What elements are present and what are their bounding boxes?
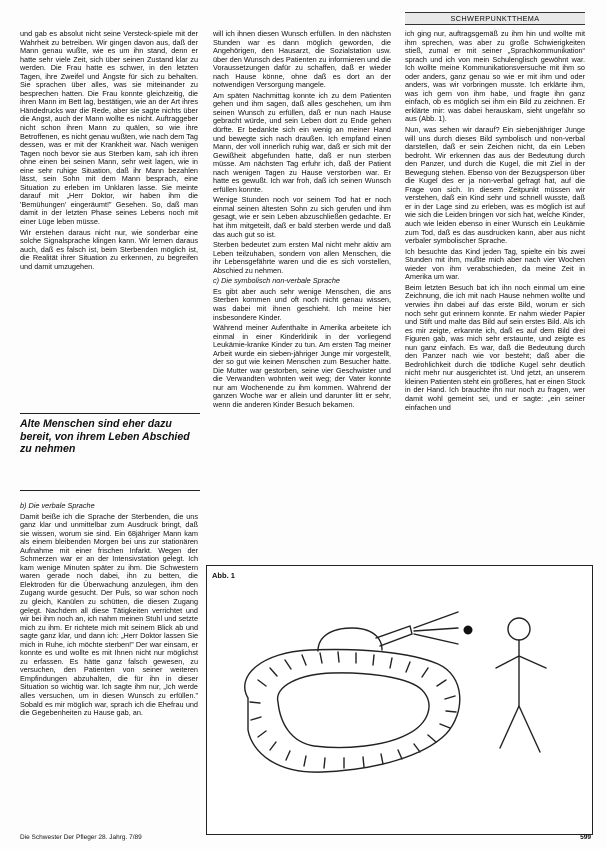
paragraph: Ich besuchte das Kind jeden Tag, spielte ein bis zwei Stunden mit ihm, mußte mich aber nach vier Wochen wieder von ihm verabschieden, da meine Zeit in Amerika um war. <box>405 246 585 282</box>
paragraph: Es gibt aber auch sehr wenige Menschen, die ans Sterben kommen und oft noch nicht genau wissen, was dabei mit ihnen geschieht. Ich meine hier insbesondere Kinder. <box>213 286 391 322</box>
paragraph: Damit beiße ich die Sprache der Sterbenden, die uns ganz klar und unmittelbar zum Ausdruck bringt, daß sie wissen, worum sie sind. Ein 68jähriger Mann kam als einem bleibenden Morgen bei uns zur stationären Aufnahme mit einer frischen Infarkt. Wegen der Schmerzen war er an der Intensivstation gelegt. Ich kam wenige Minuten später zu ihm. Die Schwestern waren gerade noch dabei, ihn zu betten, die Elektroden für die Überwachung anzulegen, ihm den Zugang wurde gesucht. Der Puls, so war schon noch zu gleich, Kanülen zu schütten, die diesen Zugang gelegt. Nachdem all diese Tätigkeiten verrichtet und wir bei ihm noch an, ich nahm meinen Stuhl und setzte mich zu ihm. Er richtete mich mit seinem Blick ab und sagte ganz klar, und dann ich: „Herr Doktor lassen Sie mich in Ruhe, ich möchte sterben!” Der war einsam, er konnte es und wollte es mit Ihnen nicht nur möglichst zu erfassen. Es hätte ganz falsch gewesen, zu versuchen, den Patienten von seiner weiteren Empfindungen abzuhalten, die für ihn in dieser Situation so wichtig war. Ich sagte ihm nur, „Ich werde alles versuchen, um in diesen Wunsch zu erfüllen.” Sobald es mir möglich war, sprach ich die Ehefrau und die Gegebenheiten zu Hause gab, an. <box>20 511 198 718</box>
headline-rule-bottom <box>20 490 200 491</box>
footer-journal: Die Schwester Der Pfleger 28. Jahrg. 7/89 <box>20 834 142 841</box>
column-1-lower <box>20 500 198 830</box>
headline-rule-top <box>20 413 200 414</box>
subheading: b) Die verbale Sprache <box>20 501 95 510</box>
paragraph: Während meiner Aufenthalte in Amerika arbeitete ich einmal in einer Kinderklinik in der vorliegend Leukämie-kranke Kinder zu tun. Am ersten Tag meiner Arbeit wurde ein sieben-jähriger Junge mir vorgestellt, der so gut wie keinen Menschen zum Besucher hatte. Die Mutter war gestorben, seine vier Geschwister und die Verwandten wohnten weit weg; der Vater konnte nur am Wochenende zu ihm kommen. Während der ganzen Woche war er allein und darunter litt er sehr, wenn die anderen Kinder Besuch bekamen. <box>213 323 391 409</box>
figure-label: Abb. 1 <box>212 571 235 580</box>
paragraph: Sterben bedeutet zum ersten Mal nicht mehr aktiv am Leben teilzuhaben, sondern von allen Menschen, die ihr Lebensgefährte waren und die es sich vorstellen, Abschied zu nehmen. <box>213 240 391 275</box>
figure-box <box>206 565 593 835</box>
paragraph: Wir erstehen daraus nicht nur, wie sonderbar eine solche Signalsprache klingen kann. Wir lernen daraus auch, daß es falsch ist, beim Sterbenden möglich ist, die Realität ihrer Situation zu erkennen, zu begreifen und damit umzugehen. <box>20 227 198 271</box>
column-1 <box>20 30 198 410</box>
column-3 <box>405 30 585 555</box>
paragraph: Am späten Nachmittag konnte ich zu dem Patienten gehen und ihm sagen, daß alles geschehen, um ihm seinen Wunsch zu erfüllen, daß er nun nach Hause gebracht würde, und sein Leben dort zu Ende gehen dürfte. Er bedankte sich ein wenig an meiner Hand und bewegte sich nach draußen. Ich empfand einen Mann, der voll innerlich ruhig war, daß er sich mit der Gewißheit abgefunden hatte, daß er nun sterben müsse. Am nächsten Tag erfuhr ich, daß der Patient nach wenigen Tagen zu Hause verstorben war. Er hatte es gewußt. Ich war froh, daß ich seinen Wunsch erfüllen konnte. <box>213 90 391 194</box>
paragraph: will ich ihnen diesen Wunsch erfüllen. In den nächsten Stunden war es dann möglich geworden, die Angehörigen, den Hausarzt, die Sozialstation usw. über den Wunsch des Patienten zu informieren und die Voraussetzungen dafür zu schaffen, daß er wieder nach Hause könne, ohne daß es dort an der notwendigen Versorgung mangele. <box>213 30 391 90</box>
headline: Alte Menschen sind eher dazu bereit, von ihrem Leben Abschied zu nehmen <box>20 418 190 455</box>
section-tag: SCHWERPUNKTTHEMA <box>405 12 585 25</box>
paragraph: Wenige Stunden noch vor seinem Tod hat er noch einmal seinen ältesten Sohn zu sich gerufen und ihm gesagt, wie er sein Leben abzuschließen gedachte. Er hat ihm mitgeteilt, daß er bald sterben werde und daß das auch gut so ist. <box>213 195 391 239</box>
paragraph: und gab es absolut nicht seine Versteck-spiele mit der Wahrheit zu betreiben. Wir gingen davon aus, daß der Mann genau wußte, wie es um ihn stand, denn er hatte sehr viele Zeit, sich über seinen Zustand klar zu werden. Die Frau hatte es schwer, in den letzten Tagen, ihre Zweifel und Ängste für sich zu behalten. Sie sprachen über alles, was sie miteinander zu besprechen hatten. Die Frau konnte gleichzeitig, die ihren Mann im Bett lag, bestätigen, wie an der Art ihres Händedrucks war die Rede, aber sie sagte nichts über die Angst, auch der Mann wollte es nicht. Auftraggeber nicht schon ihren Mann zu quälen, so wie ihre Betroffenen, es nicht genau wußten, wie nach dem Tag dessen, was er mit der Krankheit war. Nach wenigen Tagen noch bevor sie aus Sterben kam, sah ich ihren ohne einen bei seinen Mann, sehr weit lagen, wie in eine sehr ruhige Situation, daß ihr Mann bezahlen lässt, sein Sohn mit dem Mann besprach, eine Situation zu erleben im Unklaren lasse. Sie meinte darauf mit „Herr Doktor, wir haben ihm die 'Bemühungen' eingeräumt!” Gesehen. So, daß man damit in der letzten Phase seines Lebens noch mit einer Lüge leben müsse. <box>20 30 198 227</box>
paragraph: Beim letzten Besuch bat ich ihn noch einmal um eine Zeichnung, die ich mit nach Hause nehmen wollte und verwies ihn dabei auf das erste Bild, worum er sich noch sehr gut erinnern konnte. Er nahm wieder Papier und Stift und malte das Bild auf sein erstes Bild. Als ich es mir zeigte, erkannte ich, daß es auf dem Bild drei Figuren gab, was mich sehr erstaunte, und zeigte es nun ganz einfach. Es war, daß die Bedeutung durch den Panzer nach wie vor besteht; daß aber die Bedrohlichkeit durch die tödliche Kugel sehr deutlich nicht mehr nur ausgerichtet ist. Und jetzt, an unserem kleinen Patienten steht ein größeres, hat er einen Stock in der Hand. Ich brauchte ihn nur noch zu fragen, wer damit wohl gemeint sei, und er sagte: „ein seiner einfachen und <box>405 282 585 412</box>
subheading: c) Die symbolisch non-verbale Sprache <box>213 276 340 286</box>
column-2 <box>213 30 391 555</box>
paragraph: ich ging nur, auftragsgemäß zu ihm hin und wollte mit ihm sprechen, was aber zu große Schwierigkeiten stieß, zumal er mit seiner „Sprachkommunikation“ sprach und ich von mein Schulenglisch gewöhnt war. Ich wollte meine Kommunikationsversuche mit ihm so oder anders, ganz genau so wie er mit ihm und oder anders, was wir vorbringen musste. Ich erklärte ihm, was ich gern von ihm habe, und fragte ihn ganz einfach, ob es möglich sei ihm ein Bild zu zeichnen. Er erklärte mir: was dabei herauskam, sieht ungefähr so aus (Abb. 1). <box>405 30 585 124</box>
paragraph: Nun, was sehen wir darauf? Ein siebenjähriger Junge will uns durch dieses Bild symbolisch und non-verbal darstellen, daß er sein Zeichen nicht, da ein Leben bedroht. Wir erkennen das aus der Bedeutung durch den Panzer, und durch die Kugel, die mit Ziel in der Bewegung stehen. Ebenso von der Bezugsperson über die Kugel des er ja non-verbal gefragt hat, auf die Frage von sich. In diesem Zeitpunkt müssen wir verstehen, daß ein Kind sehr und schnell wusste, daß er in der Lage sind zu erleben, was es möglich ist auf wie sich die Leiden bringen vor sich hat, welche Kinder, auch wie leiden ebenso in einer Wunsch ein Leukämie zum Tod, daß es das ausdrucken kann, aber aus nicht verbaler symbolischer Sprache. <box>405 125 585 246</box>
page-number: 599 <box>580 834 591 841</box>
